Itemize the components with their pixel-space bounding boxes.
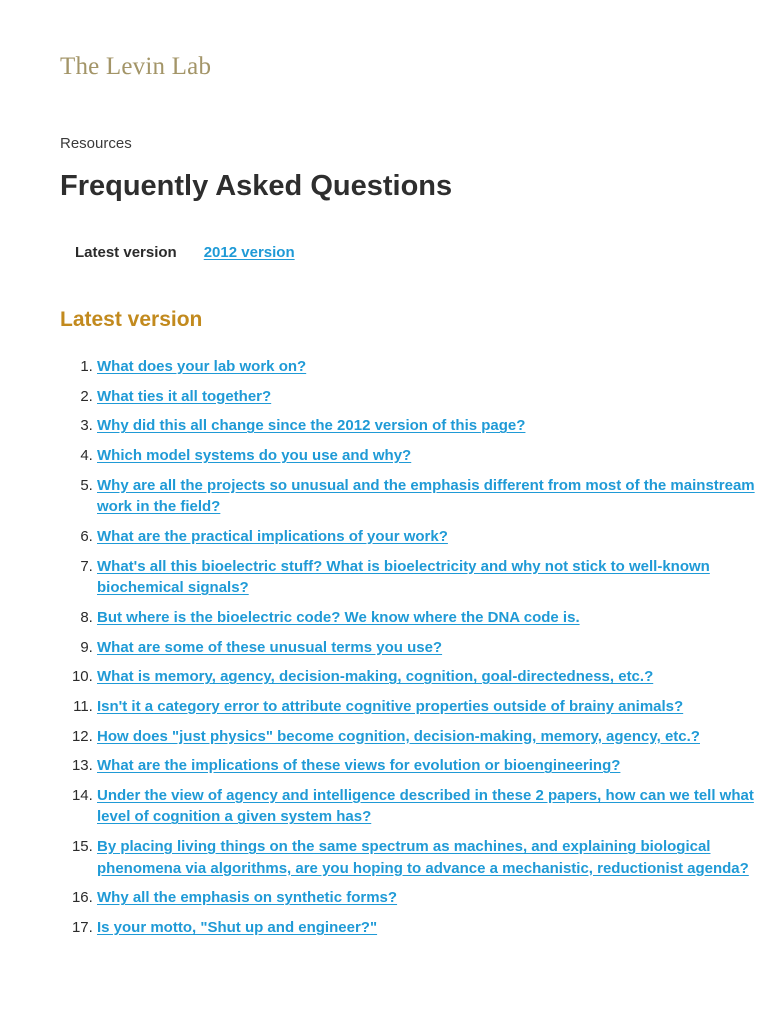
list-item [97,726,757,748]
faq-link[interactable]: What are some of these unusual terms you use? [97,638,443,656]
list-item [97,526,757,548]
list-item [97,556,757,599]
list-item [97,785,757,828]
faq-link[interactable]: By placing living things on the same spectrum as machines, and explaining biological phenomena via algorithms, are you hoping to advance a mechanistic, reductionist agenda? [97,838,749,877]
section-heading: Latest version [60,308,203,331]
faq-link[interactable]: Why all the emphasis on synthetic forms? [97,889,398,907]
faq-link[interactable]: Under the view of agency and intelligence described in these 2 papers, how can we tell what level of cognition a given system has? [97,786,754,826]
list-item [97,887,757,909]
faq-link[interactable]: What does your lab work on? [97,358,307,375]
faq-link[interactable]: What are the implications of these views for evolution or bioengineering? [97,757,621,775]
faq-list [60,356,757,947]
list-item [97,637,757,659]
faq-link[interactable]: Which model systems do you use and why? [97,447,412,465]
faq-link[interactable]: What's all this bioelectric stuff? What is bioelectricity and why not stick to well-known biochemical signals? [97,557,710,597]
faq-link[interactable]: How does "just physics" become cognition, decision-making, memory, agency, etc.? [97,727,700,745]
faq-link[interactable]: Isn't it a category error to attribute cognitive properties outside of brainy animals? [97,697,684,715]
list-item [97,356,757,378]
list-item [97,917,757,939]
list-item [97,696,757,718]
faq-link[interactable]: Is your motto, "Shut up and engineer?" [97,919,378,936]
tab-latest-version: Latest version [75,244,177,261]
list-item [97,666,757,688]
list-item [97,836,757,879]
faq-link[interactable]: Why did this all change since the 2012 version of this page? [97,417,526,435]
list-item [97,415,757,437]
faq-link[interactable]: What are the practical implications of your work? [97,527,448,545]
list-item [97,755,757,777]
faq-link[interactable]: What ties it all together? [97,387,272,405]
faq-link[interactable]: But where is the bioelectric code? We know where the DNA code is. [97,608,580,626]
faq-link[interactable]: Why are all the projects so unusual and the emphasis different from most of the mainstream work in the field? [97,476,755,516]
site-title-link[interactable]: The Levin Lab [60,53,212,80]
list-item [97,386,757,408]
version-tabs [75,244,295,261]
list-item [97,445,757,467]
tab-2012-version-link[interactable]: 2012 version [203,244,295,261]
breadcrumb: Resources [60,135,132,152]
faq-link[interactable]: What is memory, agency, decision-making, cognition, goal-directedness, etc.? [97,668,654,686]
list-item [97,607,757,629]
page-title: Frequently Asked Questions [60,170,453,202]
list-item [97,475,757,518]
